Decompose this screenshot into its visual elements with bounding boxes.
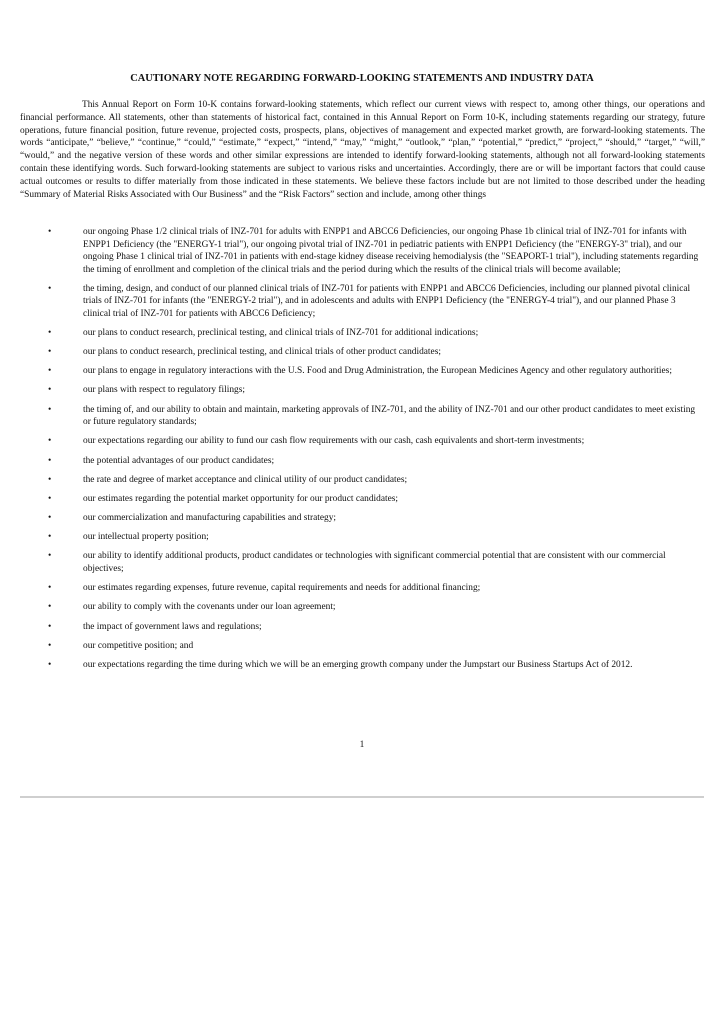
- section-heading: CAUTIONARY NOTE REGARDING FORWARD-LOOKING STATEMENTS AND INDUSTRY DATA: [130, 73, 594, 84]
- bullet-icon: •: [48, 602, 52, 613]
- bullet-item: [0, 327, 724, 340]
- bullet-item: [0, 550, 724, 575]
- bullet-text: the rate and degree of market acceptance and clinical utility of our product candidates;: [83, 474, 408, 485]
- bullet-icon: •: [48, 385, 52, 396]
- bullet-text: our expectations regarding the time during which we will be an emerging growth company under the Jumpstart our Business Startups Act of 2012.: [83, 659, 633, 670]
- bullet-item: [0, 404, 724, 429]
- bullet-text: our estimates regarding the potential market opportunity for our product candidates;: [83, 493, 399, 504]
- bullet-text: our ability to comply with the covenants under our loan agreement;: [83, 602, 336, 613]
- bullet-icon: •: [48, 347, 52, 358]
- bullet-icon: •: [48, 283, 52, 294]
- bullet-icon: •: [48, 366, 52, 377]
- bullet-list: [0, 226, 724, 678]
- bullet-text: our plans to conduct research, preclinical testing, and clinical trials of other product candidates;: [83, 347, 441, 358]
- bullet-text: our intellectual property position;: [83, 532, 209, 543]
- bullet-item: [0, 455, 724, 468]
- bullet-text: the impact of government laws and regulations;: [83, 621, 262, 632]
- bullet-item: [0, 365, 724, 378]
- bullet-item: [0, 601, 724, 614]
- bullet-icon: •: [48, 327, 52, 338]
- bullet-text: our competitive position; and: [83, 640, 194, 651]
- bullet-item: [0, 659, 724, 672]
- bullet-icon: •: [48, 493, 52, 504]
- bullet-icon: •: [48, 659, 52, 670]
- page-divider: [20, 796, 704, 798]
- bullet-text: the timing, design, and conduct of our planned clinical trials of INZ-701 for patients with ENPP1 and ABCC6 Deficiencies, including our planned pivotal clinical trials of INZ-701 for infants (the "ENERGY-2 trial"), and in adolescents and adults with ENPP1 Deficiency (the "ENERGY-4 trial"), and our planned Phase 3 clinical trial of INZ-701 for patients with ABCC6 Deficiency;: [83, 283, 691, 319]
- bullet-icon: •: [48, 513, 52, 524]
- bullet-icon: •: [48, 551, 52, 562]
- bullet-icon: •: [48, 532, 52, 543]
- bullet-icon: •: [48, 621, 52, 632]
- bullet-item: [0, 435, 724, 448]
- bullet-item: [0, 582, 724, 595]
- bullet-text: our plans with respect to regulatory filings;: [83, 385, 245, 396]
- bullet-item: [0, 640, 724, 653]
- bullet-text: our ability to identify additional products, product candidates or technologies with significant commercial potential that are consistent with our commercial objectives;: [83, 551, 666, 574]
- bullet-icon: •: [48, 404, 52, 415]
- bullet-item: [0, 493, 724, 506]
- bullet-item: [0, 621, 724, 634]
- bullet-text: the potential advantages of our product candidates;: [83, 455, 275, 466]
- bullet-icon: •: [48, 227, 52, 237]
- bullet-item: [0, 531, 724, 544]
- bullet-icon: •: [48, 583, 52, 594]
- bullet-item: [0, 512, 724, 525]
- bullet-item: [0, 346, 724, 359]
- bullet-text: our plans to conduct research, preclinical testing, and clinical trials of INZ-701 for additional indications;: [83, 327, 479, 338]
- bullet-text: the timing of, and our ability to obtain and maintain, marketing approvals of INZ-701, and the ability of INZ-701 and our other product candidates to meet existing or future regulatory standards;: [83, 404, 696, 428]
- bullet-text: our commercialization and manufacturing capabilities and strategy;: [83, 513, 337, 524]
- bullet-icon: •: [48, 640, 52, 651]
- page-number: 1: [359, 740, 365, 750]
- bullet-text: our plans to engage in regulatory interactions with the U.S. Food and Drug Administration, the European Medicines Agency and other regulatory authorities;: [83, 366, 672, 377]
- bullet-item: [0, 283, 724, 321]
- intro-paragraph: [20, 99, 705, 201]
- bullet-item: [0, 226, 724, 276]
- bullet-text: our estimates regarding expenses, future revenue, capital requirements and needs for additional financing;: [83, 583, 481, 594]
- bullet-icon: •: [48, 455, 52, 466]
- bullet-item: [0, 474, 724, 487]
- bullet-text: our ongoing Phase 1/2 clinical trials of INZ-701 for adults with ENPP1 and ABCC6 Deficiencies, our ongoing Phase 1b clinical trial of INZ-701 for infants with ENPP1 Deficiency (the "ENERGY-1 trial"), our ongoing pivotal trial of INZ-701 in pediatric patients with ENPP1 Deficiency (the "ENERGY-3" trial), and our ongoing Phase 1 clinical trial of INZ-701 in patients with end-stage kidney disease receiving hemodialysis (the "SEAPORT-1 trial"), including statements regarding the timing of enrollment and completion of the clinical trials and the period during which the results of the clinical trials will become available;: [83, 227, 699, 275]
- bullet-icon: •: [48, 436, 52, 447]
- bullet-icon: •: [48, 474, 52, 485]
- bullet-item: [0, 384, 724, 397]
- intro-text: This Annual Report on Form 10-K contains forward-looking statements, which reflect our current views with respect to, among other things, our operations and financial performance. All statements, other than statements of historical fact, contained in this Annual Report on Form 10-K, including statements regarding our strategy, future operations, future financial position, future revenue, projected costs, prospects, plans, objectives of management and expected market growth, are forward-looking statements. The words “anticipate,” “believe,” “continue,” “could,” “estimate,” “expect,” “intend,” “may,” “might,” “outlook,” “plan,” “potential,” “predict,” “project,” “should,” “target,” “will,” “would,” and the negative version of these words and other similar expressions are intended to identify forward-looking statements, although not all forward-looking statements contain these identifying words. Such forward-looking statements are subject to various risks and uncertainties. Accordingly, there are or will be important factors that could cause actual outcomes or results to differ materially from those indicated in these statements. We believe these factors include but are not limited to those described under the heading “Summary of Material Risks Associated with Our Business” and the “Risk Factors” section and include, among other things: [20, 100, 705, 200]
- bullet-text: our expectations regarding our ability to fund our cash flow requirements with our cash, cash equivalents and short-term investments;: [83, 436, 585, 447]
